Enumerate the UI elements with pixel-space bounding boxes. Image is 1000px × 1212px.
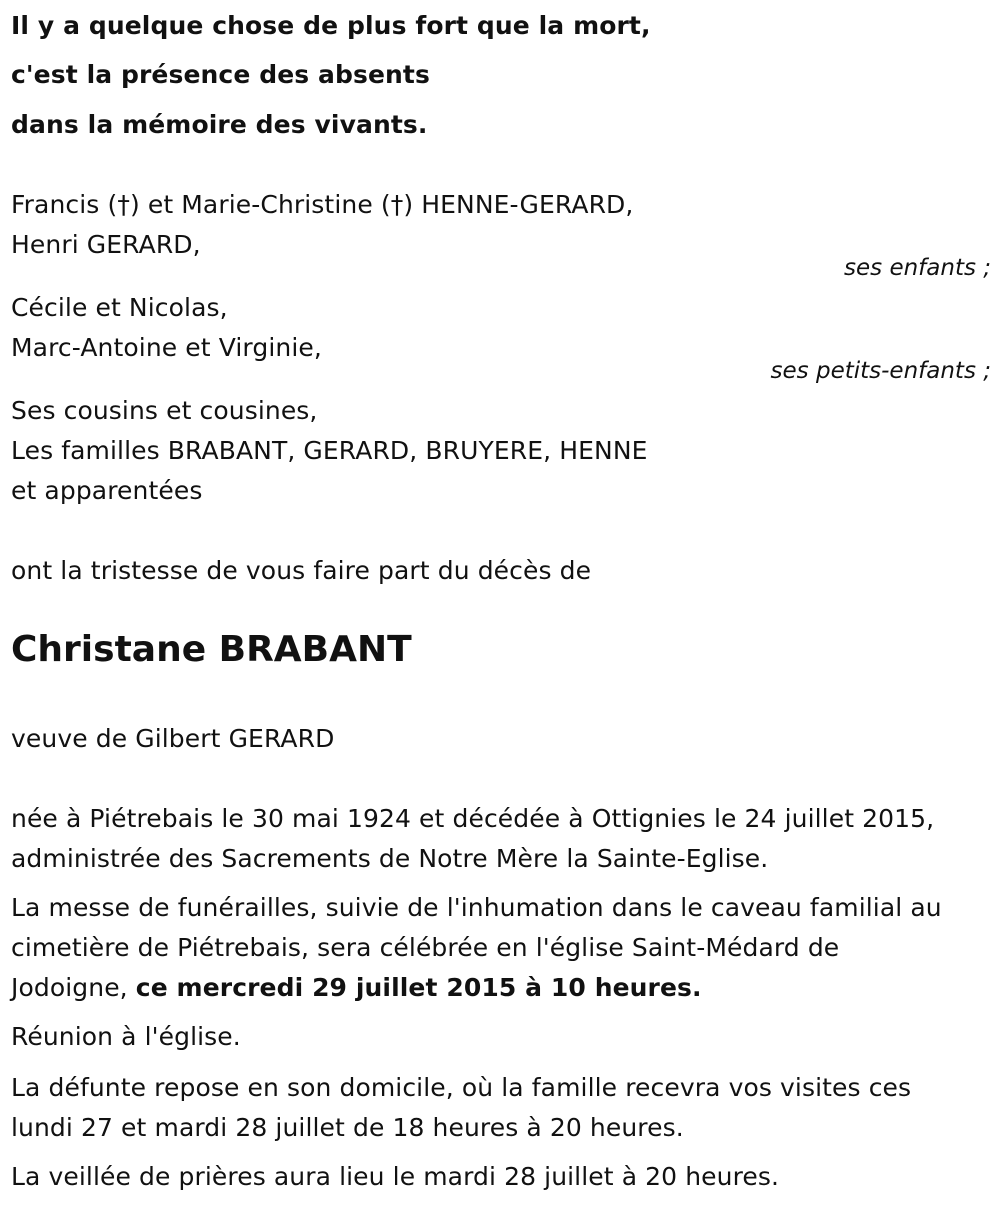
children-francis: Francis ( bbox=[11, 190, 118, 219]
funeral-line-1: La messe de funérailles, suivie de l'inhumation dans le caveau familial au bbox=[11, 893, 942, 922]
relatives-line-1: Ses cousins et cousines, bbox=[11, 396, 318, 425]
funeral-line-3 bbox=[11, 973, 702, 1003]
epigraph-line-1: Il y a quelque chose de plus fort que la mort, bbox=[11, 11, 651, 40]
children-line-2: Henri GERARD, bbox=[11, 230, 201, 259]
children-marie-christine: ) et Marie-Christine ( bbox=[129, 190, 391, 219]
relatives-line-2: Les familles BRABANT, GERARD, BRUYERE, HENNE bbox=[11, 436, 648, 465]
cross-icon: † bbox=[117, 190, 130, 219]
prayer-vigil: La veillée de prières aura lieu le mardi 28 juillet à 20 heures. bbox=[11, 1162, 780, 1191]
widow-of: veuve de Gilbert GERARD bbox=[11, 724, 335, 753]
deceased-name: Christane BRABANT bbox=[11, 629, 412, 670]
visits-line-2: lundi 27 et mardi 28 juillet de 18 heures à 20 heures. bbox=[11, 1113, 684, 1142]
children-role: ses enfants ; bbox=[844, 255, 991, 281]
grandchildren-role: ses petits-enfants ; bbox=[770, 358, 991, 384]
epigraph-line-2: c'est la présence des absents bbox=[11, 60, 430, 89]
birth-death-line-1: née à Piétrebais le 30 mai 1924 et décédée à Ottignies le 24 juillet 2015, bbox=[11, 804, 935, 833]
epigraph-line-3: dans la mémoire des vivants. bbox=[11, 110, 428, 139]
birth-death-line-2: administrée des Sacrements de Notre Mère la Sainte-Eglise. bbox=[11, 844, 769, 873]
grandchildren-line-1: Cécile et Nicolas, bbox=[11, 293, 228, 322]
grandchildren-line-2: Marc-Antoine et Virginie, bbox=[11, 333, 322, 362]
funeral-date-time: ce mercredi 29 juillet 2015 à 10 heures. bbox=[135, 973, 702, 1002]
funeral-line-2: cimetière de Piétrebais, sera célébrée en l'église Saint-Médard de bbox=[11, 933, 840, 962]
children-line-1 bbox=[11, 190, 633, 220]
cross-icon: † bbox=[390, 190, 404, 219]
children-henne-gerard: ) HENNE-GERARD, bbox=[403, 190, 634, 219]
meeting-note: Réunion à l'église. bbox=[11, 1022, 241, 1051]
relatives-line-3: et apparentées bbox=[11, 476, 203, 505]
funeral-location: Jodoigne, bbox=[11, 973, 136, 1002]
announcement: ont la tristesse de vous faire part du décès de bbox=[11, 556, 592, 585]
visits-line-1: La défunte repose en son domicile, où la famille recevra vos visites ces bbox=[11, 1073, 912, 1102]
